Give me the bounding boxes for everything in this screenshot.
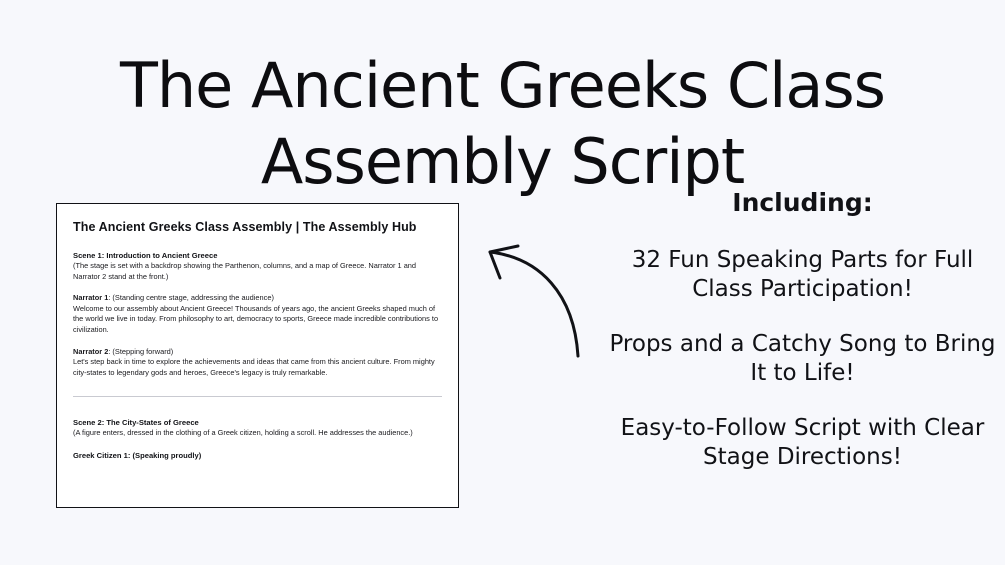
speaker-stage-direction: : (Standing centre stage, addressing the audience): [108, 293, 274, 303]
document-block: [73, 293, 442, 335]
highlights-heading: Including:: [732, 188, 873, 217]
scene-heading: Scene 2: The City-States of Greece: [73, 418, 199, 428]
cut-off-line: Greek Citizen 1: (Speaking proudly): [73, 450, 202, 460]
speaker-line: [73, 347, 442, 358]
highlight-item: 32 Fun Speaking Parts for Full Class Participation!: [631, 247, 974, 302]
curved-arrow-icon: [478, 232, 598, 362]
highlights-panel: [600, 186, 1005, 472]
document-heading: The Ancient Greeks Class Assembly | The Assembly Hub: [73, 220, 417, 234]
speaker-name: Narrator 2: [73, 346, 109, 356]
speaker-line: [73, 293, 442, 304]
stage-direction-text: (The stage is set with a backdrop showing the Parthenon, columns, and a map of Greece. Narrator 1 and Narrator 2 stand at the front.): [73, 261, 417, 281]
scene-heading: Scene 1: Introduction to Ancient Greece: [73, 251, 218, 260]
speaker-name: Narrator 1: [73, 293, 109, 303]
section-divider: [73, 396, 442, 397]
dialogue-text: Let's step back in time to explore the achievements and ideas that came from this ancient culture. From mighty city-states to legendary gods and heroes, Greece's legacy is truly remarkable.: [73, 357, 435, 377]
document-block: [73, 347, 442, 379]
dialogue-text: Welcome to our assembly about Ancient Greece! Thousands of years ago, the ancient Greeks shaped much of the world we live in today. From philosophy to art, democracy to sports, Greece made incredible contributions to civilization.: [73, 303, 439, 334]
highlight-item: Easy-to-Follow Script with Clear Stage Directions!: [620, 415, 985, 470]
speaker-stage-direction: : (Stepping forward): [108, 346, 174, 356]
highlight-item: Props and a Catchy Song to Bring It to Life!: [609, 331, 996, 386]
document-block: [73, 417, 442, 439]
page-title: The Ancient Greeks Class Assembly Script: [120, 49, 885, 198]
document-preview-card[interactable]: [56, 203, 459, 508]
stage-direction-text: (A figure enters, dressed in the clothing of a Greek citizen, holding a scroll. He addresses the audience.): [73, 428, 413, 438]
document-block: [73, 250, 442, 282]
